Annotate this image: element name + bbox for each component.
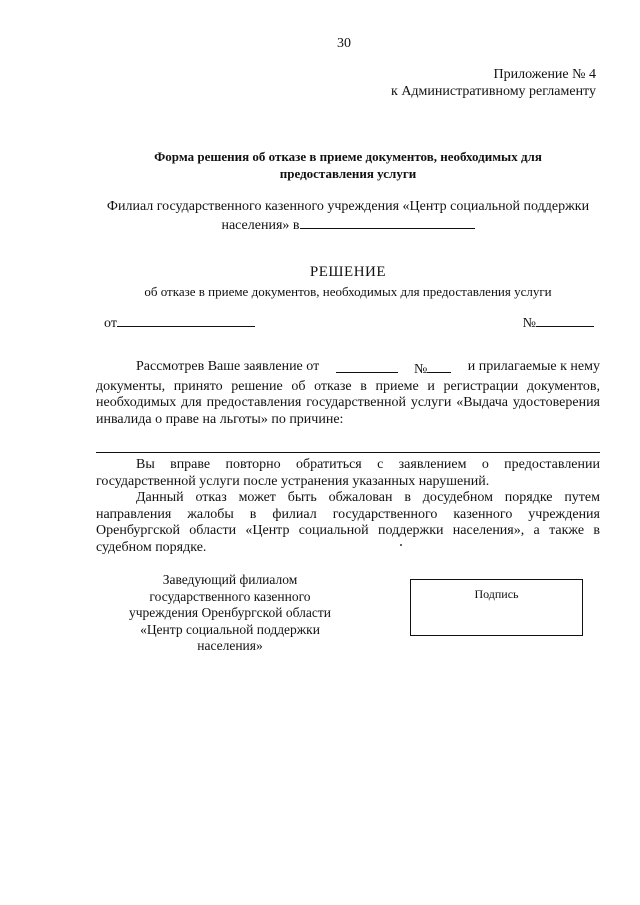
branch-line-2 xyxy=(96,215,600,234)
date-blank xyxy=(117,313,255,327)
paragraph-reapply: Вы вправе повторно обратиться с заявлением о предоставлении государственной услуги после устранения указанных нарушений. xyxy=(96,457,600,489)
form-title xyxy=(96,148,600,182)
review-end: и прилагаемые к нему xyxy=(467,359,600,374)
paragraph-review xyxy=(96,359,600,428)
branch-line-1: Филиал государственного казенного учреждения «Центр социальной поддержки xyxy=(106,199,590,214)
decision-subtitle: об отказе в приеме документов, необходимых для предоставления услуги xyxy=(144,284,552,299)
signatory-line-1: Заведующий филиалом xyxy=(162,572,298,587)
decision-date xyxy=(104,313,255,332)
number-label: № xyxy=(522,316,536,331)
branch-name xyxy=(96,198,600,234)
review-number-label: № xyxy=(414,362,428,377)
decision-number xyxy=(523,313,594,332)
appendix-line-2: к Административному регламенту xyxy=(391,84,596,99)
paragraph-review-first-line xyxy=(96,359,600,379)
branch-line-2-prefix: населения» в xyxy=(221,218,300,233)
signature-box xyxy=(410,579,583,636)
application-date-blank xyxy=(336,359,398,373)
signatory-line-3: учреждения Оренбургской области xyxy=(129,605,331,620)
signatory-title xyxy=(110,572,350,655)
appendix-line-1: Приложение № 4 xyxy=(493,67,596,82)
signatory-line-2: государственного казенного xyxy=(149,588,311,604)
signatory-line-5: населения» xyxy=(197,638,263,653)
branch-location-blank xyxy=(300,215,475,229)
appendix-reference xyxy=(391,66,596,100)
review-number-wrap xyxy=(414,359,451,379)
paragraph-review-rest: документы, принято решение об отказе в приеме и регистрации документов, необходимых для предоставления государственной услуги «Выдача удостоверения инвалида о праве на льготы» по причине: xyxy=(96,378,600,427)
paragraph-appeal: Данный отказ может быть обжалован в досудебном порядке путем направления жалобы в филиал государственного казенного учреждения Оренбургской области «Центр социальной поддержки населения», а также в судебном порядке. xyxy=(96,490,600,555)
date-from-label: от xyxy=(104,316,117,331)
application-number-blank xyxy=(427,359,451,373)
review-start: Рассмотрев Ваше заявление от xyxy=(136,359,320,374)
form-title-line-1: Форма решения об отказе в приеме документов, необходимых для xyxy=(154,149,542,164)
number-blank xyxy=(536,313,594,327)
signature-label: Подпись xyxy=(474,587,519,601)
page-number: 30 xyxy=(337,36,351,51)
signatory-line-4: «Центр социальной поддержки xyxy=(140,621,320,637)
scan-speck xyxy=(400,544,402,546)
form-title-line-2: предоставления услуги xyxy=(279,166,417,181)
reason-blank-line xyxy=(96,452,600,453)
decision-heading: РЕШЕНИЕ xyxy=(309,264,387,280)
